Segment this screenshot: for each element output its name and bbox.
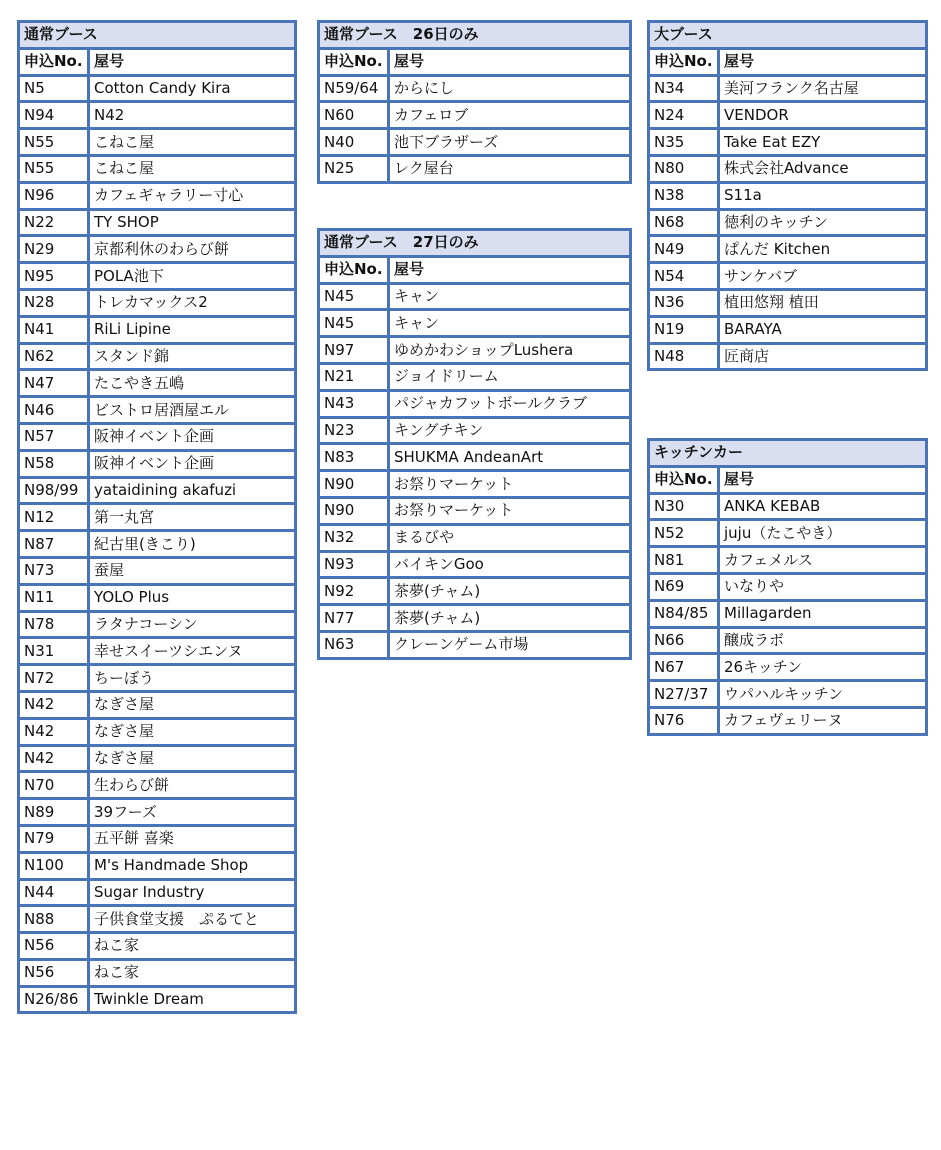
- shop-name: 植田悠翔 植田: [719, 289, 927, 316]
- application-number: N32: [319, 524, 389, 551]
- shop-name: こねこ屋: [89, 155, 296, 182]
- shop-name: ねこ家: [89, 959, 296, 986]
- application-number: N31: [19, 638, 89, 665]
- application-number: N55: [19, 155, 89, 182]
- table-header-row: [319, 256, 631, 283]
- table-title-row: [19, 22, 296, 49]
- shop-name: ANKA KEBAB: [719, 493, 927, 520]
- table-header-row: [649, 48, 927, 75]
- application-number: N80: [649, 155, 719, 182]
- application-number: N89: [19, 799, 89, 826]
- table-row: [649, 654, 927, 681]
- application-number: N35: [649, 129, 719, 156]
- column-header-name: 屋号: [719, 48, 927, 75]
- application-number: N11: [19, 584, 89, 611]
- table-row: [19, 611, 296, 638]
- table-row: [19, 182, 296, 209]
- shop-name: Sugar Industry: [89, 879, 296, 906]
- application-number: N22: [19, 209, 89, 236]
- shop-name: Twinkle Dream: [89, 986, 296, 1013]
- application-number: N92: [319, 578, 389, 605]
- application-number: N84/85: [649, 600, 719, 627]
- shop-name: ジョイドリーム: [389, 363, 631, 390]
- table-row: [19, 370, 296, 397]
- application-number: N40: [319, 129, 389, 156]
- table-row: [19, 799, 296, 826]
- shop-name: ビストロ居酒屋エル: [89, 397, 296, 424]
- application-number: N23: [319, 417, 389, 444]
- shop-name: TY SHOP: [89, 209, 296, 236]
- application-number: N83: [319, 444, 389, 471]
- table-row: [319, 578, 631, 605]
- table-row: [19, 584, 296, 611]
- booth-table-regular: [17, 20, 297, 1014]
- table-row: [19, 102, 296, 129]
- column-header-number: 申込No.: [19, 48, 89, 75]
- application-number: N25: [319, 155, 389, 182]
- application-number: N94: [19, 102, 89, 129]
- application-number: N29: [19, 236, 89, 263]
- application-number: N67: [649, 654, 719, 681]
- table-row: [19, 959, 296, 986]
- table-row: [319, 75, 631, 102]
- table-row: [649, 493, 927, 520]
- table-row: [649, 102, 927, 129]
- application-number: N88: [19, 906, 89, 933]
- table-row: [19, 477, 296, 504]
- table-row: [19, 691, 296, 718]
- table-row: [319, 283, 631, 310]
- application-number: N41: [19, 316, 89, 343]
- shop-name: 五平餅 喜楽: [89, 825, 296, 852]
- application-number: N54: [649, 263, 719, 290]
- shop-name: カフェロブ: [389, 102, 631, 129]
- shop-name: たこやき五嶋: [89, 370, 296, 397]
- application-number: N79: [19, 825, 89, 852]
- application-number: N100: [19, 852, 89, 879]
- shop-name: 子供食堂支援 ぷるてと: [89, 906, 296, 933]
- application-number: N59/64: [319, 75, 389, 102]
- table-title: 通常ブース 26日のみ: [319, 22, 631, 49]
- shop-name: 39フーズ: [89, 799, 296, 826]
- table-row: [19, 155, 296, 182]
- table-row: [649, 209, 927, 236]
- table-row: [319, 155, 631, 182]
- application-number: N95: [19, 263, 89, 290]
- application-number: N5: [19, 75, 89, 102]
- table-row: [19, 745, 296, 772]
- application-number: N87: [19, 531, 89, 558]
- application-number: N24: [649, 102, 719, 129]
- table-row: [319, 471, 631, 498]
- table-row: [319, 551, 631, 578]
- shop-name: 生わらび餅: [89, 772, 296, 799]
- table-row: [19, 504, 296, 531]
- booth-table-27th-only: [317, 228, 632, 660]
- table-header-row: [319, 48, 631, 75]
- table-row: [319, 129, 631, 156]
- table-row: [19, 397, 296, 424]
- shop-name: こねこ屋: [89, 129, 296, 156]
- shop-name: 蚕屋: [89, 557, 296, 584]
- table-row: [319, 497, 631, 524]
- shop-name: スタンド錦: [89, 343, 296, 370]
- shop-name: SHUKMA AndeanArt: [389, 444, 631, 471]
- shop-name: ウパハルキッチン: [719, 681, 927, 708]
- table-title-row: [649, 22, 927, 49]
- application-number: N34: [649, 75, 719, 102]
- shop-name: キャン: [389, 310, 631, 337]
- shop-name: 幸せスイーツシエンヌ: [89, 638, 296, 665]
- table-row: [19, 423, 296, 450]
- shop-name: 阪神イベント企画: [89, 423, 296, 450]
- application-number: N73: [19, 557, 89, 584]
- application-number: N72: [19, 665, 89, 692]
- table-row: [649, 236, 927, 263]
- application-number: N63: [319, 631, 389, 658]
- application-number: N58: [19, 450, 89, 477]
- table-row: [19, 557, 296, 584]
- shop-name: 醸成ラボ: [719, 627, 927, 654]
- column-header-name: 屋号: [389, 48, 631, 75]
- application-number: N76: [649, 707, 719, 734]
- shop-name: トレカマックス2: [89, 289, 296, 316]
- table-row: [319, 337, 631, 364]
- application-number: N43: [319, 390, 389, 417]
- table-row: [649, 627, 927, 654]
- table-row: [649, 155, 927, 182]
- shop-name: POLA池下: [89, 263, 296, 290]
- table-row: [19, 933, 296, 960]
- table-title: 通常ブース 27日のみ: [319, 230, 631, 257]
- table-row: [649, 573, 927, 600]
- shop-name: 京都利休のわらび餅: [89, 236, 296, 263]
- application-number: N98/99: [19, 477, 89, 504]
- column-header-number: 申込No.: [319, 256, 389, 283]
- shop-name: 茶夢(チャム): [389, 578, 631, 605]
- table-row: [649, 289, 927, 316]
- shop-name: まるびや: [389, 524, 631, 551]
- application-number: N27/37: [649, 681, 719, 708]
- shop-name: ラタナコーシン: [89, 611, 296, 638]
- shop-name: レク屋台: [389, 155, 631, 182]
- shop-name: キングチキン: [389, 417, 631, 444]
- shop-name: VENDOR: [719, 102, 927, 129]
- table-row: [19, 665, 296, 692]
- shop-name: YOLO Plus: [89, 584, 296, 611]
- table-row: [319, 363, 631, 390]
- shop-name: キャン: [389, 283, 631, 310]
- application-number: N26/86: [19, 986, 89, 1013]
- table-row: [649, 129, 927, 156]
- shop-name: juju（たこやき）: [719, 520, 927, 547]
- table-row: [19, 718, 296, 745]
- shop-name: Take Eat EZY: [719, 129, 927, 156]
- shop-name: バイキンGoo: [389, 551, 631, 578]
- table-row: [19, 638, 296, 665]
- table-row: [19, 852, 296, 879]
- shop-name: パジャカフットボールクラブ: [389, 390, 631, 417]
- application-number: N38: [649, 182, 719, 209]
- application-number: N56: [19, 959, 89, 986]
- application-number: N68: [649, 209, 719, 236]
- table-row: [319, 605, 631, 632]
- table-row: [19, 450, 296, 477]
- table-row: [19, 986, 296, 1013]
- table-row: [19, 316, 296, 343]
- column-header-name: 屋号: [89, 48, 296, 75]
- table-title-row: [649, 440, 927, 467]
- table-row: [649, 75, 927, 102]
- booth-table-kitchen-car: [647, 438, 928, 736]
- column-header-number: 申込No.: [649, 48, 719, 75]
- application-number: N96: [19, 182, 89, 209]
- shop-name: 徳利のキッチン: [719, 209, 927, 236]
- table-row: [649, 343, 927, 370]
- shop-name: なぎさ屋: [89, 718, 296, 745]
- application-number: N45: [319, 283, 389, 310]
- table-row: [649, 600, 927, 627]
- application-number: N21: [319, 363, 389, 390]
- shop-name: カフェヴェリーヌ: [719, 707, 927, 734]
- table-row: [319, 390, 631, 417]
- application-number: N57: [19, 423, 89, 450]
- table-row: [319, 524, 631, 551]
- application-number: N97: [319, 337, 389, 364]
- application-number: N12: [19, 504, 89, 531]
- table-row: [649, 707, 927, 734]
- application-number: N52: [649, 520, 719, 547]
- column-header-number: 申込No.: [319, 48, 389, 75]
- shop-name: BARAYA: [719, 316, 927, 343]
- table-row: [319, 417, 631, 444]
- application-number: N90: [319, 497, 389, 524]
- shop-name: カフェギャラリー寸心: [89, 182, 296, 209]
- application-number: N19: [649, 316, 719, 343]
- shop-name: RiLi Lipine: [89, 316, 296, 343]
- application-number: N62: [19, 343, 89, 370]
- shop-name: お祭りマーケット: [389, 471, 631, 498]
- shop-name: いなりや: [719, 573, 927, 600]
- shop-name: 26キッチン: [719, 654, 927, 681]
- application-number: N49: [649, 236, 719, 263]
- table-title: キッチンカー: [649, 440, 927, 467]
- table-title-row: [319, 230, 631, 257]
- table-row: [19, 75, 296, 102]
- shop-name: Cotton Candy Kira: [89, 75, 296, 102]
- table-row: [19, 263, 296, 290]
- table-row: [19, 129, 296, 156]
- shop-name: クレーンゲーム市場: [389, 631, 631, 658]
- table-row: [649, 681, 927, 708]
- application-number: N78: [19, 611, 89, 638]
- table-row: [19, 343, 296, 370]
- shop-name: サンケバブ: [719, 263, 927, 290]
- shop-name: ねこ家: [89, 933, 296, 960]
- shop-name: なぎさ屋: [89, 691, 296, 718]
- application-number: N66: [649, 627, 719, 654]
- table-row: [19, 236, 296, 263]
- application-number: N36: [649, 289, 719, 316]
- column-header-name: 屋号: [719, 466, 927, 493]
- application-number: N30: [649, 493, 719, 520]
- table-row: [319, 444, 631, 471]
- shop-name: お祭りマーケット: [389, 497, 631, 524]
- shop-name: 美河フランク名古屋: [719, 75, 927, 102]
- booth-table-large: [647, 20, 928, 371]
- table-row: [649, 520, 927, 547]
- table-row: [319, 310, 631, 337]
- application-number: N42: [19, 691, 89, 718]
- table-header-row: [19, 48, 296, 75]
- shop-name: カフェメルス: [719, 547, 927, 574]
- table-row: [319, 102, 631, 129]
- shop-name: 紀古里(きこり): [89, 531, 296, 558]
- shop-name: 池下ブラザーズ: [389, 129, 631, 156]
- application-number: N93: [319, 551, 389, 578]
- shop-name: Millagarden: [719, 600, 927, 627]
- application-number: N42: [19, 718, 89, 745]
- shop-name: yataidining akafuzi: [89, 477, 296, 504]
- application-number: N47: [19, 370, 89, 397]
- shop-name: S11a: [719, 182, 927, 209]
- shop-name: ちーぼう: [89, 665, 296, 692]
- shop-name: からにし: [389, 75, 631, 102]
- table-title: 大ブース: [649, 22, 927, 49]
- application-number: N45: [319, 310, 389, 337]
- application-number: N69: [649, 573, 719, 600]
- table-row: [19, 209, 296, 236]
- shop-name: ぱんだ Kitchen: [719, 236, 927, 263]
- table-row: [19, 879, 296, 906]
- shop-name: 第一丸宮: [89, 504, 296, 531]
- table-row: [649, 182, 927, 209]
- application-number: N46: [19, 397, 89, 424]
- application-number: N81: [649, 547, 719, 574]
- table-row: [19, 531, 296, 558]
- table-row: [649, 547, 927, 574]
- application-number: N48: [649, 343, 719, 370]
- application-number: N56: [19, 933, 89, 960]
- table-row: [649, 263, 927, 290]
- table-row: [19, 289, 296, 316]
- shop-name: M's Handmade Shop: [89, 852, 296, 879]
- application-number: N55: [19, 129, 89, 156]
- table-title: 通常ブース: [19, 22, 296, 49]
- shop-name: 株式会社Advance: [719, 155, 927, 182]
- table-row: [319, 631, 631, 658]
- shop-name: 阪神イベント企画: [89, 450, 296, 477]
- table-header-row: [649, 466, 927, 493]
- booth-table-26th-only: [317, 20, 632, 184]
- table-title-row: [319, 22, 631, 49]
- table-row: [19, 906, 296, 933]
- application-number: N44: [19, 879, 89, 906]
- shop-name: N42: [89, 102, 296, 129]
- application-number: N90: [319, 471, 389, 498]
- table-row: [19, 825, 296, 852]
- shop-name: なぎさ屋: [89, 745, 296, 772]
- column-header-name: 屋号: [389, 256, 631, 283]
- table-row: [649, 316, 927, 343]
- shop-name: 匠商店: [719, 343, 927, 370]
- application-number: N77: [319, 605, 389, 632]
- application-number: N42: [19, 745, 89, 772]
- shop-name: ゆめかわショップLushera: [389, 337, 631, 364]
- column-header-number: 申込No.: [649, 466, 719, 493]
- application-number: N70: [19, 772, 89, 799]
- application-number: N60: [319, 102, 389, 129]
- application-number: N28: [19, 289, 89, 316]
- shop-name: 茶夢(チャム): [389, 605, 631, 632]
- table-row: [19, 772, 296, 799]
